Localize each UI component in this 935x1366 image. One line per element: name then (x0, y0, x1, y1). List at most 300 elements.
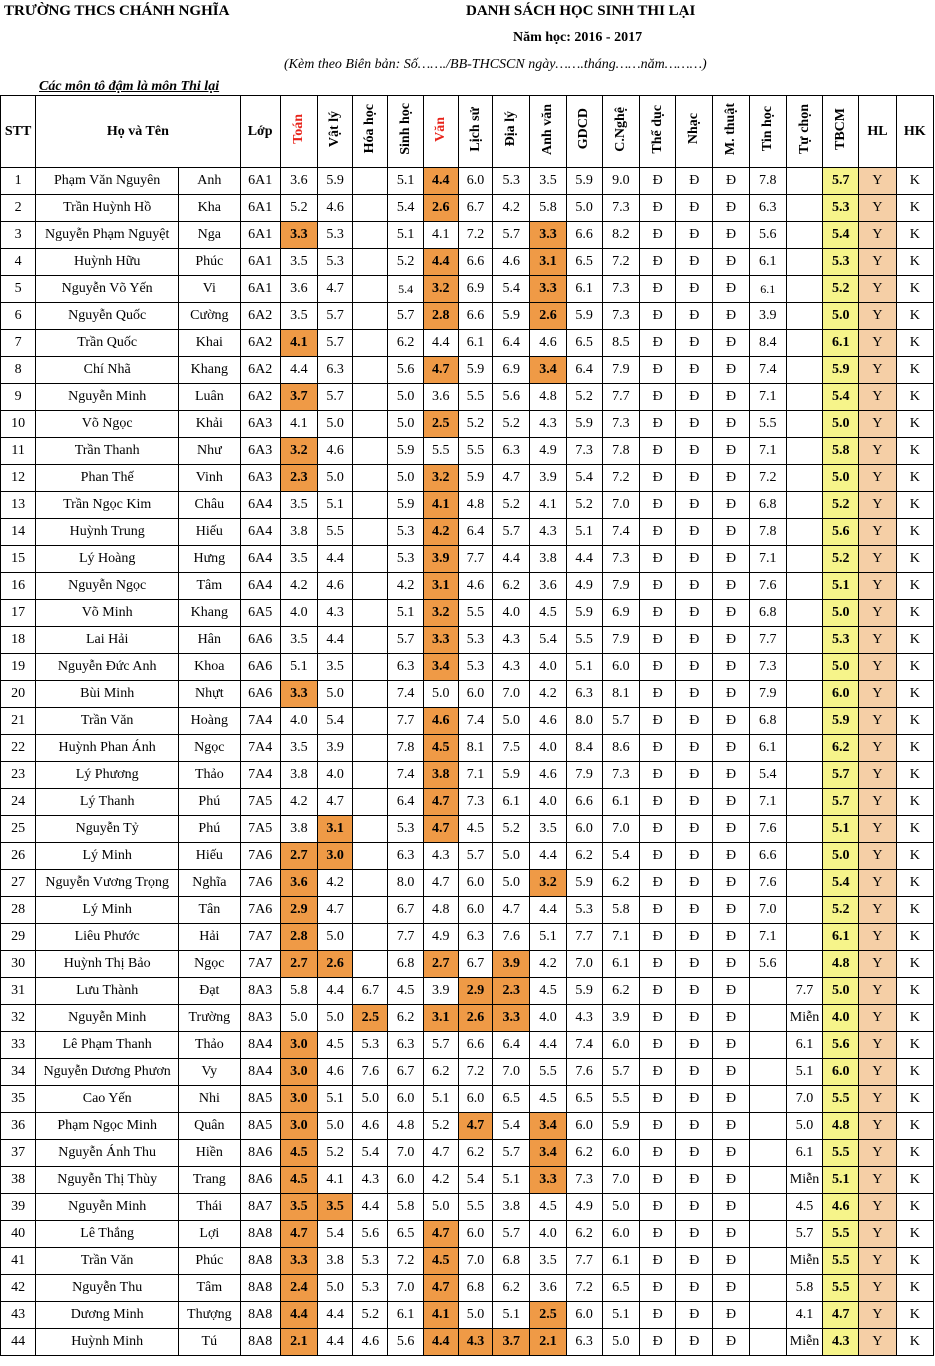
given-name-cell: Khang (179, 600, 240, 627)
score-cell (749, 1167, 786, 1194)
score-cell: 5.4 (493, 276, 530, 303)
score-cell (786, 600, 822, 627)
tbcm-cell: 5.0 (823, 303, 859, 330)
score-cell: 6.0 (388, 1167, 423, 1194)
header-subject (280, 96, 317, 168)
score-cell: 7.0 (458, 1248, 492, 1275)
hk-cell: K (896, 303, 933, 330)
header-tbcm-label: TBCM (832, 108, 848, 150)
tbcm-cell: 5.0 (823, 654, 859, 681)
score-cell: 5.9 (602, 1113, 639, 1140)
score-cell (786, 735, 822, 762)
tbcm-cell: 5.2 (823, 546, 859, 573)
score-cell (353, 357, 388, 384)
score-cell (353, 438, 388, 465)
surname-cell: Nguyễn Tỷ (36, 816, 179, 843)
class-cell: 6A3 (240, 438, 280, 465)
surname-cell: Nguyễn Minh (36, 384, 179, 411)
score-cell: 5.3 (566, 897, 602, 924)
hk-cell: K (896, 1113, 933, 1140)
score-cell: 6.2 (493, 573, 530, 600)
table-row (1, 222, 934, 249)
score-cell: 7.7 (602, 384, 639, 411)
score-cell: Đ (676, 249, 713, 276)
given-name-cell: Vi (179, 276, 240, 303)
score-cell: 3.3 (423, 627, 458, 654)
score-cell: 5.4 (318, 708, 353, 735)
score-cell: 7.4 (458, 708, 492, 735)
header-subject (713, 96, 749, 168)
score-cell: Đ (640, 438, 676, 465)
score-cell: 4.4 (493, 546, 530, 573)
given-name-cell: Như (179, 438, 240, 465)
stt-cell: 30 (1, 951, 36, 978)
hl-cell: Y (859, 654, 896, 681)
header-subject (676, 96, 713, 168)
score-cell: 7.0 (493, 681, 530, 708)
hl-cell: Y (859, 681, 896, 708)
tbcm-cell: 5.3 (823, 627, 859, 654)
score-cell: 7.5 (493, 735, 530, 762)
score-cell: 5.7 (458, 843, 492, 870)
hl-cell: Y (859, 195, 896, 222)
score-cell: Đ (713, 465, 749, 492)
class-cell: 7A6 (240, 843, 280, 870)
score-cell: 4.7 (423, 1275, 458, 1302)
score-cell: Đ (713, 816, 749, 843)
hk-cell: K (896, 357, 933, 384)
table-row (1, 1032, 934, 1059)
score-cell: 5.6 (353, 1221, 388, 1248)
class-cell: 8A6 (240, 1140, 280, 1167)
tbcm-cell: 5.8 (823, 438, 859, 465)
score-cell: Đ (676, 222, 713, 249)
surname-cell: Lai Hải (36, 627, 179, 654)
hk-cell: K (896, 546, 933, 573)
hk-cell: K (896, 1140, 933, 1167)
score-cell: 3.8 (318, 1248, 353, 1275)
tbcm-cell: 5.0 (823, 465, 859, 492)
score-cell: 4.7 (493, 897, 530, 924)
score-cell: 4.5 (280, 1167, 317, 1194)
header-hl: HL (859, 96, 896, 168)
header-stt: STT (1, 96, 36, 168)
score-cell: 7.9 (602, 357, 639, 384)
score-cell: 6.0 (602, 1221, 639, 1248)
score-cell: 6.2 (566, 843, 602, 870)
table-row (1, 843, 934, 870)
stt-cell: 12 (1, 465, 36, 492)
score-cell: 7.1 (749, 924, 786, 951)
tbcm-cell: 5.5 (823, 1275, 859, 1302)
school-year: Năm học: 2016 - 2017 (513, 30, 643, 45)
hl-cell: Y (859, 1194, 896, 1221)
score-cell: 5.5 (458, 600, 492, 627)
score-cell: 6.1 (749, 735, 786, 762)
score-cell: 4.1 (423, 1302, 458, 1329)
hl-cell: Y (859, 357, 896, 384)
score-cell (353, 465, 388, 492)
retest-student-table (0, 95, 934, 1356)
score-cell: 4.7 (423, 816, 458, 843)
table-row (1, 654, 934, 681)
surname-cell: Bùi Minh (36, 681, 179, 708)
tbcm-cell: 5.0 (823, 600, 859, 627)
score-cell: Đ (640, 924, 676, 951)
score-cell: 4.4 (318, 978, 353, 1005)
hk-cell: K (896, 492, 933, 519)
score-cell: 4.1 (423, 492, 458, 519)
surname-cell: Huỳnh Thị Bảo (36, 951, 179, 978)
hk-cell: K (896, 1059, 933, 1086)
table-row (1, 1167, 934, 1194)
score-cell: 6.7 (353, 978, 388, 1005)
score-cell: 4.1 (280, 330, 317, 357)
surname-cell: Lưu Thành (36, 978, 179, 1005)
class-cell: 6A2 (240, 330, 280, 357)
score-cell: 3.5 (318, 654, 353, 681)
tbcm-cell: 5.9 (823, 708, 859, 735)
score-cell: 6.0 (566, 1113, 602, 1140)
score-cell: 4.0 (530, 789, 566, 816)
score-cell: Đ (676, 1032, 713, 1059)
hl-cell: Y (859, 627, 896, 654)
given-name-cell: Thảo (179, 762, 240, 789)
stt-cell: 14 (1, 519, 36, 546)
table-row (1, 195, 934, 222)
score-cell: 4.6 (530, 762, 566, 789)
header-class: Lớp (240, 96, 280, 168)
score-cell: 4.8 (530, 384, 566, 411)
score-cell: 5.6 (493, 384, 530, 411)
table-row (1, 384, 934, 411)
score-cell: 5.4 (530, 627, 566, 654)
score-cell: 4.4 (530, 897, 566, 924)
hk-cell: K (896, 951, 933, 978)
stt-cell: 6 (1, 303, 36, 330)
hk-cell: K (896, 1221, 933, 1248)
table-row (1, 708, 934, 735)
tbcm-cell: 5.4 (823, 384, 859, 411)
given-name-cell: Nghĩa (179, 870, 240, 897)
score-cell: 4.6 (318, 1059, 353, 1086)
score-cell: 6.7 (458, 195, 492, 222)
score-cell: Đ (713, 762, 749, 789)
score-cell: 6.6 (749, 843, 786, 870)
hl-cell: Y (859, 978, 896, 1005)
tbcm-cell: 5.2 (823, 897, 859, 924)
table-row (1, 573, 934, 600)
tbcm-cell: 5.7 (823, 168, 859, 195)
score-cell: 3.1 (423, 573, 458, 600)
score-cell: 6.1 (749, 249, 786, 276)
class-cell: 6A1 (240, 249, 280, 276)
stt-cell: 10 (1, 411, 36, 438)
score-cell: Đ (640, 681, 676, 708)
score-cell: 3.9 (530, 465, 566, 492)
score-cell: Đ (676, 1248, 713, 1275)
given-name-cell: Hiếu (179, 519, 240, 546)
score-cell: Đ (676, 627, 713, 654)
score-cell (353, 924, 388, 951)
score-cell (749, 1059, 786, 1086)
score-cell: Đ (640, 330, 676, 357)
surname-cell: Nguyễn Thu (36, 1275, 179, 1302)
score-cell (353, 303, 388, 330)
score-cell: 6.8 (458, 1275, 492, 1302)
surname-cell: Trần Quốc (36, 330, 179, 357)
hl-cell: Y (859, 546, 896, 573)
table-row (1, 411, 934, 438)
score-cell: 3.2 (423, 276, 458, 303)
score-cell: 4.3 (423, 843, 458, 870)
hl-cell: Y (859, 1140, 896, 1167)
score-cell: 6.3 (566, 1329, 602, 1356)
score-cell: 4.7 (423, 870, 458, 897)
hl-cell: Y (859, 1329, 896, 1356)
given-name-cell: Khải (179, 411, 240, 438)
given-name-cell: Phúc (179, 249, 240, 276)
header-subject-label: Hóa học (362, 104, 378, 154)
score-cell: Đ (713, 303, 749, 330)
score-cell: 4.5 (423, 1248, 458, 1275)
score-cell: Đ (676, 1059, 713, 1086)
given-name-cell: Thảo (179, 1032, 240, 1059)
score-cell: 3.5 (280, 1194, 317, 1221)
tbcm-cell: 5.4 (823, 222, 859, 249)
score-cell: 5.4 (353, 1140, 388, 1167)
score-cell: 4.4 (318, 546, 353, 573)
score-cell: 7.0 (602, 816, 639, 843)
table-row (1, 1221, 934, 1248)
hk-cell: K (896, 411, 933, 438)
score-cell (353, 870, 388, 897)
score-cell (786, 924, 822, 951)
score-cell: 5.7 (493, 1221, 530, 1248)
score-cell: 5.0 (280, 1005, 317, 1032)
header-subject (640, 96, 676, 168)
score-cell: 4.2 (493, 195, 530, 222)
surname-cell: Lý Minh (36, 897, 179, 924)
score-cell: 6.8 (749, 600, 786, 627)
score-cell: 6.5 (566, 1086, 602, 1113)
score-cell: 6.0 (602, 654, 639, 681)
class-cell: 8A3 (240, 1005, 280, 1032)
score-cell: 7.1 (458, 762, 492, 789)
score-cell: 5.9 (566, 303, 602, 330)
score-cell: 5.7 (318, 384, 353, 411)
score-cell: 3.4 (530, 1140, 566, 1167)
score-cell (353, 276, 388, 303)
score-cell: 4.9 (530, 438, 566, 465)
score-cell: 5.5 (458, 438, 492, 465)
header-subject-label: Sinh học (397, 103, 413, 155)
score-cell: Đ (713, 276, 749, 303)
score-cell: 6.0 (566, 1302, 602, 1329)
score-cell: 8.4 (749, 330, 786, 357)
hl-cell: Y (859, 303, 896, 330)
score-cell: 5.7 (423, 1032, 458, 1059)
header-subject (318, 96, 353, 168)
score-cell: 5.0 (493, 843, 530, 870)
score-cell: 7.1 (749, 789, 786, 816)
score-cell (353, 168, 388, 195)
stt-cell: 28 (1, 897, 36, 924)
score-cell: 4.3 (493, 627, 530, 654)
document-title: DANH SÁCH HỌC SINH THI LẠI (466, 3, 696, 19)
score-cell (749, 1194, 786, 1221)
stt-cell: 23 (1, 762, 36, 789)
score-cell: Đ (676, 1005, 713, 1032)
score-cell: 5.7 (602, 708, 639, 735)
score-cell: 4.4 (423, 249, 458, 276)
score-cell: Đ (640, 1194, 676, 1221)
tbcm-cell: 5.1 (823, 1167, 859, 1194)
score-cell: Miễn (786, 1248, 822, 1275)
surname-cell: Nguyễn Minh (36, 1005, 179, 1032)
surname-cell: Trần Văn (36, 1248, 179, 1275)
score-cell: 3.2 (423, 600, 458, 627)
hk-cell: K (896, 1302, 933, 1329)
score-cell: Đ (640, 600, 676, 627)
score-cell: 5.0 (318, 465, 353, 492)
score-cell: 3.2 (530, 870, 566, 897)
header-subject (602, 96, 639, 168)
score-cell: Đ (676, 897, 713, 924)
score-cell: 5.0 (423, 681, 458, 708)
table-row (1, 600, 934, 627)
score-cell: 3.1 (318, 816, 353, 843)
score-cell: 5.1 (530, 924, 566, 951)
score-cell: Đ (676, 1194, 713, 1221)
score-cell: 7.2 (458, 1059, 492, 1086)
surname-cell: Nguyễn Võ Yến (36, 276, 179, 303)
score-cell: 7.0 (602, 492, 639, 519)
score-cell: 4.6 (458, 573, 492, 600)
hl-cell: Y (859, 870, 896, 897)
score-cell: 6.2 (458, 1140, 492, 1167)
score-cell: 3.7 (280, 384, 317, 411)
score-cell: 6.6 (458, 1032, 492, 1059)
score-cell: Đ (676, 465, 713, 492)
score-cell: 2.6 (458, 1005, 492, 1032)
score-cell: 6.4 (566, 357, 602, 384)
tbcm-cell: 5.5 (823, 1221, 859, 1248)
score-cell: 7.0 (749, 897, 786, 924)
score-cell: 7.4 (602, 519, 639, 546)
score-cell: 6.6 (566, 222, 602, 249)
score-cell: 6.0 (458, 681, 492, 708)
table-row (1, 276, 934, 303)
table-row (1, 978, 934, 1005)
table-row (1, 1140, 934, 1167)
score-cell: 5.5 (530, 1059, 566, 1086)
score-cell: 6.3 (318, 357, 353, 384)
score-cell (353, 627, 388, 654)
surname-cell: Lý Thanh (36, 789, 179, 816)
score-cell: 4.6 (423, 708, 458, 735)
header-subject-label: Nhạc (686, 113, 702, 145)
tbcm-cell: 5.2 (823, 492, 859, 519)
hk-cell: K (896, 708, 933, 735)
score-cell: 7.4 (749, 357, 786, 384)
score-cell: 4.2 (423, 519, 458, 546)
tbcm-cell: 5.0 (823, 978, 859, 1005)
score-cell: 3.9 (318, 735, 353, 762)
score-cell: 6.5 (566, 249, 602, 276)
header-name: Họ và Tên (36, 96, 240, 168)
surname-cell: Lê Thắng (36, 1221, 179, 1248)
score-cell: 4.5 (318, 1032, 353, 1059)
score-cell: 4.6 (353, 1329, 388, 1356)
score-cell: 4.5 (786, 1194, 822, 1221)
score-cell: 3.6 (280, 870, 317, 897)
score-cell: 3.9 (493, 951, 530, 978)
hl-cell: Y (859, 330, 896, 357)
score-cell: Đ (713, 789, 749, 816)
hl-cell: Y (859, 843, 896, 870)
score-cell: Đ (713, 627, 749, 654)
score-cell: 6.2 (493, 1275, 530, 1302)
given-name-cell: Nga (179, 222, 240, 249)
score-cell: 6.1 (388, 1302, 423, 1329)
score-cell: 4.2 (423, 1167, 458, 1194)
table-row (1, 735, 934, 762)
class-cell: 8A8 (240, 1329, 280, 1356)
surname-cell: Nguyễn Minh (36, 1194, 179, 1221)
class-cell: 6A4 (240, 573, 280, 600)
score-cell: Đ (676, 1113, 713, 1140)
score-cell (786, 762, 822, 789)
table-header-row (1, 96, 934, 168)
hk-cell: K (896, 438, 933, 465)
score-cell: Đ (640, 1005, 676, 1032)
score-cell (786, 519, 822, 546)
score-cell: 5.4 (318, 1221, 353, 1248)
given-name-cell: Phú (179, 816, 240, 843)
score-cell: 5.0 (602, 1194, 639, 1221)
score-cell: 4.6 (318, 573, 353, 600)
header-subject-label: GDCD (576, 108, 592, 150)
score-cell: Miễn (786, 1329, 822, 1356)
header-subject (749, 96, 786, 168)
score-cell: 6.4 (493, 330, 530, 357)
table-row (1, 1248, 934, 1275)
class-cell: 8A4 (240, 1059, 280, 1086)
score-cell (353, 654, 388, 681)
score-cell (786, 195, 822, 222)
score-cell: 6.4 (493, 1032, 530, 1059)
score-cell: 7.8 (602, 438, 639, 465)
score-cell (749, 1113, 786, 1140)
score-cell: 7.8 (749, 168, 786, 195)
score-cell: 6.2 (602, 978, 639, 1005)
score-cell: 4.7 (458, 1113, 492, 1140)
class-cell: 6A1 (240, 195, 280, 222)
score-cell: 4.5 (423, 735, 458, 762)
class-cell: 6A1 (240, 276, 280, 303)
score-cell: 7.2 (749, 465, 786, 492)
score-cell: Đ (640, 978, 676, 1005)
score-cell: 4.6 (493, 249, 530, 276)
score-cell (353, 546, 388, 573)
class-cell: 7A7 (240, 924, 280, 951)
stt-cell: 20 (1, 681, 36, 708)
score-cell: 3.8 (280, 816, 317, 843)
score-cell: Đ (713, 438, 749, 465)
score-cell: 4.4 (423, 1329, 458, 1356)
score-cell: 4.2 (530, 681, 566, 708)
